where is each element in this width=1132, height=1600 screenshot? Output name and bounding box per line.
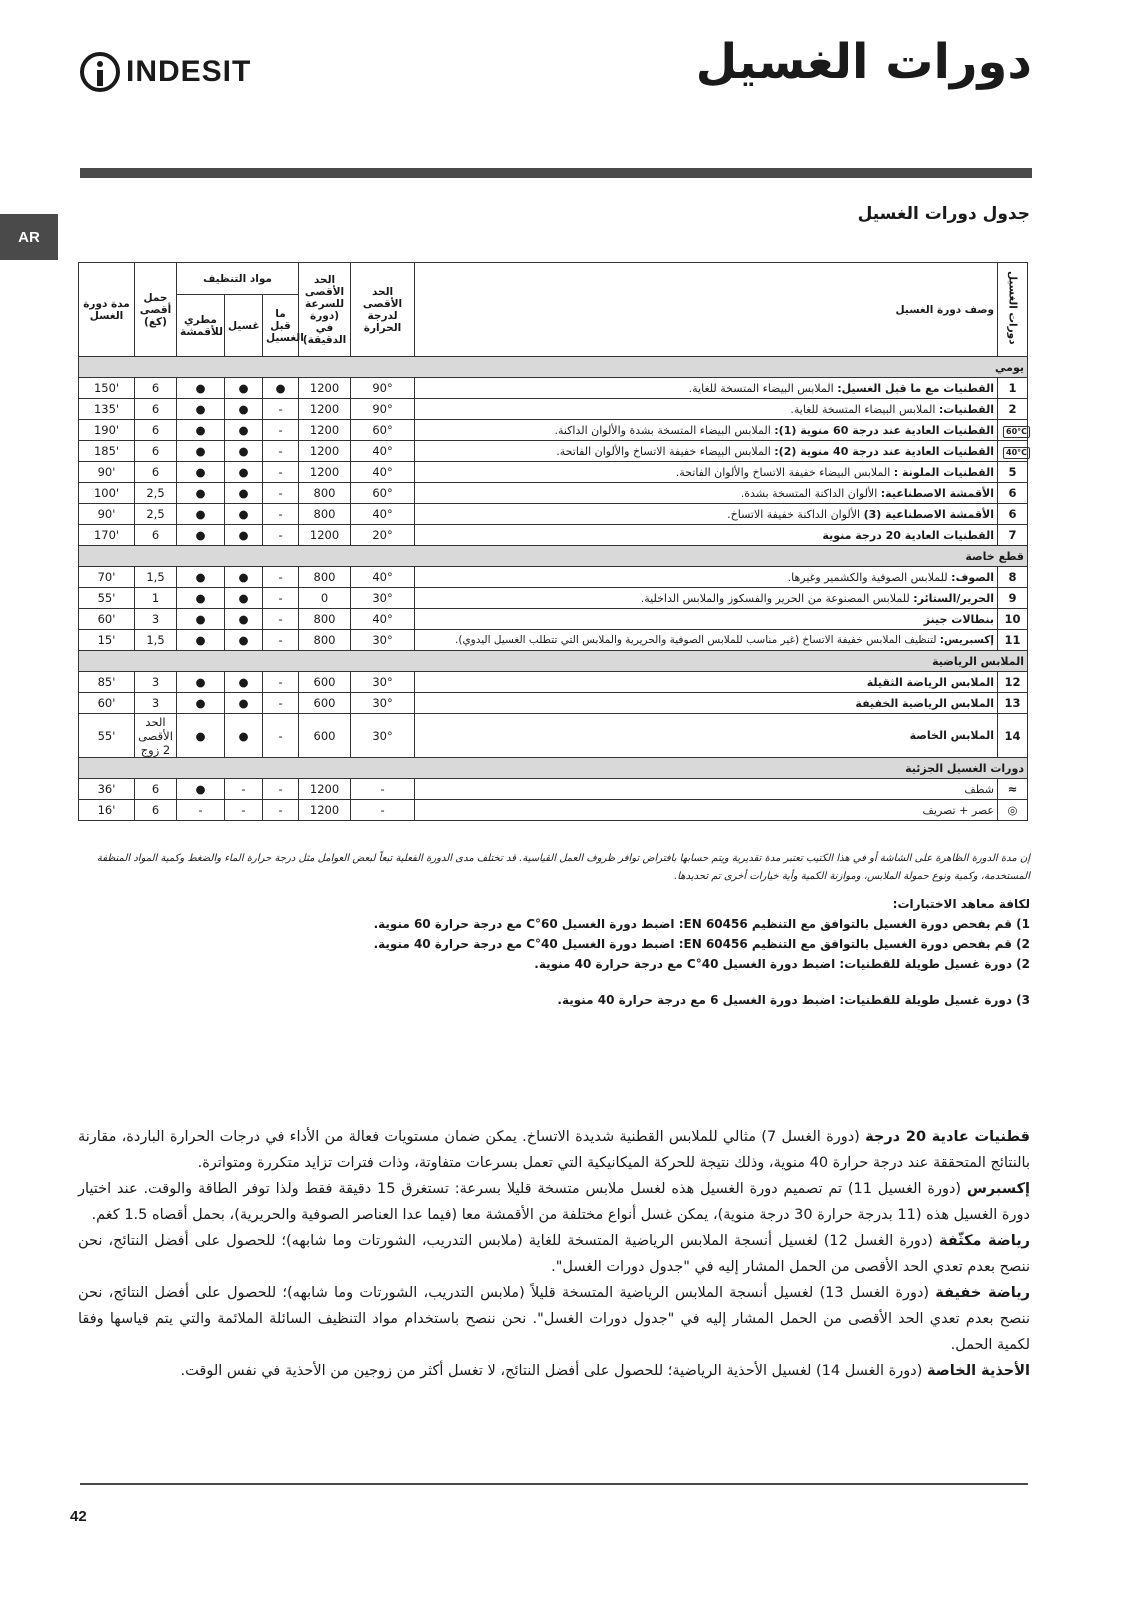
cell-max-speed: 1200 <box>299 378 351 399</box>
table-row <box>79 525 1028 546</box>
cell-wash: ● <box>225 672 263 693</box>
cell-max-speed: 800 <box>299 504 351 525</box>
cell-max-speed: 1200 <box>299 399 351 420</box>
header-description: وصف دورة الغسيل <box>415 263 998 357</box>
cell-softener: ● <box>177 504 225 525</box>
cell-softener: ● <box>177 462 225 483</box>
cell-cycle-number: 9 <box>998 588 1028 609</box>
cell-max-load: 6 <box>135 800 177 821</box>
brand-logo-icon <box>80 52 120 92</box>
cell-prewash: - <box>263 630 299 651</box>
cell-softener: ● <box>177 693 225 714</box>
cell-softener: ● <box>177 378 225 399</box>
cell-max-temp: 30° <box>351 630 415 651</box>
cell-softener: ● <box>177 714 225 758</box>
description-bold: القطنيات الملونة : <box>893 465 994 479</box>
cell-duration: 15' <box>79 630 135 651</box>
cell-softener: ● <box>177 630 225 651</box>
paragraph-text: (دورة الغسل 12) لغسيل أنسجة الملابس الرياضية المتسخة للغاية (ملابس التدريب، الشورتات وما شابهه)؛ للحصول على أفضل النتائج، نحن ننصح بعدم تعدي الحد الأقصى من الحمل المشار إليه في "جدول دورات الغسل". <box>78 1233 1030 1275</box>
cell-max-temp: 40° <box>351 609 415 630</box>
note-3: 2) دورة غسيل طويلة للقطنيات: اضبط دورة الغسيل 40°C مع درجة حرارة 40 منوية. <box>534 957 1030 971</box>
cell-max-load: 6 <box>135 399 177 420</box>
cell-cycle-number: 11 <box>998 630 1028 651</box>
wash-cycles-table <box>78 262 1028 821</box>
cell-description <box>415 693 998 714</box>
cell-description <box>415 420 998 441</box>
cell-max-load: 6 <box>135 779 177 800</box>
cell-max-load: 3 <box>135 672 177 693</box>
description-text: الملابس البيضاء المتسخة للغاية. <box>790 402 939 416</box>
table-row <box>79 420 1028 441</box>
cell-max-load: 1,5 <box>135 567 177 588</box>
description-bold: القطنيات العادية 20 درجة منوية <box>822 528 994 542</box>
table-row <box>79 779 1028 800</box>
cell-wash: ● <box>225 483 263 504</box>
cell-max-temp: 90° <box>351 378 415 399</box>
cell-max-speed: 800 <box>299 609 351 630</box>
cell-description <box>415 483 998 504</box>
header-duration: مدة دورة الغسل <box>79 263 135 357</box>
cell-wash: ● <box>225 462 263 483</box>
cell-prewash: - <box>263 588 299 609</box>
paragraph-heading: قطنيات عادية 20 درجة <box>865 1129 1030 1145</box>
cell-duration: 190' <box>79 420 135 441</box>
cell-description <box>415 672 998 693</box>
cell-description <box>415 525 998 546</box>
cell-max-temp: 30° <box>351 588 415 609</box>
paragraph-sport-light <box>78 1280 1030 1358</box>
cell-softener: ● <box>177 420 225 441</box>
cell-wash: ● <box>225 504 263 525</box>
cell-wash: ● <box>225 588 263 609</box>
cell-softener: ● <box>177 567 225 588</box>
description-text: للملابس الصوفية والكشمير وغيرها. <box>787 570 952 584</box>
cell-wash: ● <box>225 567 263 588</box>
section-label: يومي <box>79 357 1028 378</box>
cell-softener: - <box>177 800 225 821</box>
header-divider <box>80 168 1032 178</box>
cell-softener: ● <box>177 609 225 630</box>
cell-max-load: 6 <box>135 462 177 483</box>
cell-max-temp: - <box>351 800 415 821</box>
brand-name: INDESIT <box>126 55 252 88</box>
cell-softener: ● <box>177 525 225 546</box>
cell-softener: ● <box>177 779 225 800</box>
cell-cycle-number: ≈ <box>998 779 1028 800</box>
cell-description <box>415 462 998 483</box>
cell-prewash: - <box>263 567 299 588</box>
cell-wash: ● <box>225 525 263 546</box>
paragraph-shoes <box>78 1358 1030 1384</box>
cell-max-load: 6 <box>135 525 177 546</box>
cell-description <box>415 714 998 758</box>
cell-duration: 70' <box>79 567 135 588</box>
cell-description <box>415 504 998 525</box>
paragraph-cotton-20 <box>78 1124 1030 1176</box>
table-row <box>79 714 1028 758</box>
description-bold: القطنيات مع ما قبل الغسيل: <box>837 381 994 395</box>
brand-logo <box>80 48 251 96</box>
cell-duration: 90' <box>79 462 135 483</box>
language-tab: AR <box>0 214 58 260</box>
cell-duration: 135' <box>79 399 135 420</box>
cell-prewash: - <box>263 609 299 630</box>
section-row <box>79 758 1028 779</box>
cell-description <box>415 567 998 588</box>
cell-max-speed: 1200 <box>299 462 351 483</box>
cell-duration: 150' <box>79 378 135 399</box>
cell-max-speed: 1200 <box>299 420 351 441</box>
table-row <box>79 483 1028 504</box>
paragraph-heading: رياضة مكثّفة <box>938 1233 1030 1249</box>
cell-max-speed: 600 <box>299 693 351 714</box>
cell-prewash: ● <box>263 378 299 399</box>
cell-duration: 90' <box>79 504 135 525</box>
cell-duration: 60' <box>79 609 135 630</box>
cell-softener: ● <box>177 483 225 504</box>
description-bold: الأقمشة الاصطناعية (3) <box>863 507 994 521</box>
cell-max-temp: 40° <box>351 462 415 483</box>
cell-max-load: 1 <box>135 588 177 609</box>
section-row <box>79 651 1028 672</box>
cell-duration: 16' <box>79 800 135 821</box>
cell-cycle-number <box>998 420 1028 441</box>
description-bold: القطنيات العادية عند درجة 60 منوية (1): <box>774 423 994 437</box>
cell-duration: 185' <box>79 441 135 462</box>
description-bold: الأقمشة الاصطناعية: <box>880 486 994 500</box>
description-bold: القطنيات: <box>938 402 994 416</box>
cell-duration: 60' <box>79 693 135 714</box>
table-row <box>79 567 1028 588</box>
cell-description <box>415 378 998 399</box>
cell-cycle-number: 1 <box>998 378 1028 399</box>
description-text: الألوان الداكنة المتسخة بشدة. <box>740 486 881 500</box>
table-row <box>79 672 1028 693</box>
section-label: قطع خاصة <box>79 546 1028 567</box>
cell-duration: 36' <box>79 779 135 800</box>
cycle-descriptions <box>78 1124 1030 1384</box>
table-row <box>79 441 1028 462</box>
note-2: 2) قم بفحص دورة الغسيل بالتوافق مع التنظيم EN 60456: اضبط دورة الغسيل 40°C مع درجة حرارة 40 منوية. <box>373 937 1030 951</box>
cell-wash: ● <box>225 714 263 758</box>
table-row <box>79 504 1028 525</box>
cell-max-speed: 1200 <box>299 441 351 462</box>
paragraph-heading: إكسبرس <box>966 1181 1031 1197</box>
cell-prewash: - <box>263 462 299 483</box>
footer-divider <box>80 1483 1028 1485</box>
description-text: الملابس البيضاء المتسخة للغاية. <box>688 381 838 395</box>
table-row <box>79 693 1028 714</box>
cell-cycle-number <box>998 441 1028 462</box>
cell-cycle-number: 2 <box>998 399 1028 420</box>
cell-prewash: - <box>263 779 299 800</box>
cell-duration: 170' <box>79 525 135 546</box>
description-bold: إكسبريس: <box>939 634 994 646</box>
cell-wash: ● <box>225 693 263 714</box>
cell-cycle-number: ◎ <box>998 800 1028 821</box>
cell-softener: ● <box>177 672 225 693</box>
cell-wash: ● <box>225 378 263 399</box>
cell-max-load: 1,5 <box>135 630 177 651</box>
cell-max-load: 6 <box>135 420 177 441</box>
cell-max-temp: 30° <box>351 693 415 714</box>
cell-max-speed: 600 <box>299 714 351 758</box>
cell-duration: 85' <box>79 672 135 693</box>
table-row <box>79 399 1028 420</box>
description-bold: القطنيات العادية عند درجة 40 منوية (2): <box>774 444 994 458</box>
section-row <box>79 546 1028 567</box>
description-bold: الملابس الرياضية الخفيفة <box>855 696 994 710</box>
paragraph-express <box>78 1176 1030 1228</box>
paragraph-text: (دورة الغسل 13) لغسيل أنسجة الملابس الرياضية المتسخة قليلاً (ملابس التدريب، الشورتات وما شابهه)؛ للحصول على أفضل النتائج، نحن ننصح بعدم تعدي الحد الأقصى من الحمل المشار إليه في "جدول دورات الغسل". نحن ننصح باستخدام مواد التنظيف السائلة الملائمة والتي يتم قياسها وفقا لكمية الحمل. <box>78 1285 1030 1353</box>
cell-prewash: - <box>263 525 299 546</box>
header-max-temp: الحد الأقصى لدرجة الحرارة <box>351 263 415 357</box>
header-detergents: مواد التنظيف <box>177 263 299 295</box>
cell-cycle-number: 7 <box>998 525 1028 546</box>
cell-max-load: 3 <box>135 693 177 714</box>
cell-max-speed: 1200 <box>299 779 351 800</box>
cell-description <box>415 441 998 462</box>
description-bold: الحرير/الستائر: <box>913 591 994 605</box>
paragraph-text: (دورة الغسل 7) مثالي للملابس القطنية شديدة الاتساخ. يمكن ضمان مستويات فعالة من الأداء في درجات الحرارة الباردة، مقارنة بالنتائج المتحققة عند درجة حرارة 40 منوية، وذلك نتيجة للحركة الميكانيكية التي تعمل بسرعات متفاوتة، وذات فترات تزايد متكررة ومتواترة. <box>78 1129 1030 1171</box>
cell-max-temp: 30° <box>351 672 415 693</box>
description-text: عصر + تصريف <box>922 803 994 817</box>
notes-title: لكافة معاهد الاختبارات: <box>892 897 1030 911</box>
cell-max-speed: 0 <box>299 588 351 609</box>
cell-prewash: - <box>263 800 299 821</box>
cell-duration: 100' <box>79 483 135 504</box>
cell-description <box>415 800 998 821</box>
cell-wash: ● <box>225 630 263 651</box>
description-bold: بنطالات جينز <box>923 612 994 626</box>
header-cycles-label: دورات الغسيل <box>1006 271 1019 345</box>
cell-max-temp: 40° <box>351 504 415 525</box>
section-label: دورات الغسيل الجزئية <box>79 758 1028 779</box>
cell-duration: 55' <box>79 588 135 609</box>
cell-description <box>415 399 998 420</box>
section-label: الملابس الرياضية <box>79 651 1028 672</box>
cell-prewash: - <box>263 714 299 758</box>
cell-cycle-number: 6 <box>998 483 1028 504</box>
table-row <box>79 630 1028 651</box>
cell-cycle-number: 13 <box>998 693 1028 714</box>
cell-softener: ● <box>177 399 225 420</box>
cell-max-speed: 800 <box>299 630 351 651</box>
cell-max-load: 2,5 <box>135 504 177 525</box>
header-prewash: ما قبل الغسيل <box>263 295 299 357</box>
cell-wash: - <box>225 800 263 821</box>
cell-cycle-number: 10 <box>998 609 1028 630</box>
cell-max-temp: 90° <box>351 399 415 420</box>
cell-max-speed: 800 <box>299 483 351 504</box>
cell-max-speed: 600 <box>299 672 351 693</box>
cell-wash: ● <box>225 420 263 441</box>
cell-softener: ● <box>177 588 225 609</box>
cell-cycle-number: 5 <box>998 462 1028 483</box>
table-row <box>79 378 1028 399</box>
cell-cycle-number: 6 <box>998 504 1028 525</box>
cell-prewash: - <box>263 693 299 714</box>
description-text: الملابس البيضاء خفيفة الاتساخ والألوان الفاتحة. <box>675 465 894 479</box>
cell-duration: 55' <box>79 714 135 758</box>
cell-cycle-number: 14 <box>998 714 1028 758</box>
cell-max-load: 2,5 <box>135 483 177 504</box>
cell-wash: ● <box>225 441 263 462</box>
cell-cycle-number: 12 <box>998 672 1028 693</box>
cell-max-temp: - <box>351 779 415 800</box>
description-text: الألوان الداكنة خفيفة الاتساخ. <box>727 507 864 521</box>
cell-cycle-number: 8 <box>998 567 1028 588</box>
cell-max-load: 6 <box>135 378 177 399</box>
table-row <box>79 609 1028 630</box>
cell-max-temp: 20° <box>351 525 415 546</box>
cell-max-speed: 800 <box>299 567 351 588</box>
description-bold: الملابس الخاصة <box>909 729 994 742</box>
paragraph-text: (دورة الغسل 14) لغسيل الأحذية الرياضية؛ للحصول على أفضل النتائج، لا تغسل أكثر من زوجين من الأحذية في نفس الوقت. <box>180 1363 927 1379</box>
description-text: لتنظيف الملابس خفيفة الاتساخ (غير مناسب للملابس الصوفية والحريرية والملابس التي تتطلب الغسيل اليدوي). <box>455 634 940 646</box>
temperature-badge-icon: 40°C <box>1003 447 1030 459</box>
description-text: للملابس المصنوعة من الحرير والفسكوز والملابس الداخلية. <box>640 591 914 605</box>
header-wash: غسيل <box>225 295 263 357</box>
cell-max-load: 6 <box>135 441 177 462</box>
description-bold: الملابس الرياضة الثقيلة <box>866 675 994 689</box>
note-1: 1) قم بفحص دورة الغسيل بالتوافق مع التنظيم EN 60456: اضبط دورة الغسيل 60°C مع درجة حرارة 60 منوية. <box>373 917 1030 931</box>
temperature-badge-icon: 60°C <box>1003 426 1030 438</box>
cell-description <box>415 630 998 651</box>
cell-description <box>415 779 998 800</box>
cell-description <box>415 588 998 609</box>
table-heading: جدول دورات الغسيل <box>857 204 1030 224</box>
cell-softener: ● <box>177 441 225 462</box>
table-row <box>79 462 1028 483</box>
cell-max-load: 3 <box>135 609 177 630</box>
header-max-load: حمل أقصى (كغ) <box>135 263 177 357</box>
cell-wash: ● <box>225 609 263 630</box>
cell-max-temp: 40° <box>351 567 415 588</box>
page-title: دورات الغسيل <box>695 34 1032 90</box>
description-text: الملابس البيضاء خفيفة الاتساخ والألوان الفاتحة. <box>556 444 775 458</box>
description-text: شطف <box>964 782 994 796</box>
duration-footnote: إن مدة الدورة الظاهرة على الشاشة أو في هذا الكتيب تعتبر مدة تقديرية ويتم حسابها بافتراض توافر ظروف العمل القياسية. قد تختلف مدى الدورة الفعلية تبعاً لبعض العوامل مثل درجة حرارة الماء والضغط وكمية المواد المنظفة المستخدمة، وكمية ونوع حمولة الملابس، وموازنة الكمية وأية خيارات أخرى تم تحديدها. <box>96 853 1030 882</box>
paragraph-text: (دورة الغسيل 11) تم تصميم دورة الغسيل هذه لغسل ملابس متسخة قليلا بسرعة: تستغرق 15 دقيقة فقط ولذا توفر الطاقة والوقت. عند اختيار دورة الغسيل هذه (11 بدرجة حرارة 30 درجة منوية)، يمكن غسل أنواع مختلفة من الأقمشة معا (فيما عدا العناصر الصوفية والحريرية)، بحمل أقصاه 1.5 كغم. <box>78 1181 1030 1223</box>
cell-prewash: - <box>263 420 299 441</box>
cell-max-speed: 1200 <box>299 525 351 546</box>
section-row <box>79 357 1028 378</box>
test-notes <box>78 894 1030 1010</box>
description-text: الملابس البيضاء المتسخة بشدة والألوان الداكنة. <box>554 423 775 437</box>
cell-prewash: - <box>263 399 299 420</box>
header-cycles <box>998 263 1028 357</box>
note-4: 3) دورة غسيل طويلة للقطنيات: اضبط دورة الغسيل 6 مع درجة حرارة 40 منوية. <box>557 993 1030 1007</box>
cell-max-temp: 60° <box>351 483 415 504</box>
cycles-body <box>79 357 1028 821</box>
cell-max-load: الحد الأقصى 2 زوج <box>135 714 177 758</box>
page-number: 42 <box>70 1508 87 1525</box>
cell-max-temp: 60° <box>351 420 415 441</box>
paragraph-heading: الأحذية الخاصة <box>927 1363 1030 1379</box>
cell-max-temp: 40° <box>351 441 415 462</box>
paragraph-sport-intensive <box>78 1228 1030 1280</box>
cell-max-speed: 1200 <box>299 800 351 821</box>
header-max-speed: الحد الأقصى للسرعة (دورة في الدقيقة) <box>299 263 351 357</box>
cell-prewash: - <box>263 504 299 525</box>
cell-description <box>415 609 998 630</box>
cell-wash: - <box>225 779 263 800</box>
cell-prewash: - <box>263 441 299 462</box>
cell-max-temp: 30° <box>351 714 415 758</box>
cell-prewash: - <box>263 672 299 693</box>
cell-prewash: - <box>263 483 299 504</box>
paragraph-heading: رياضة خفيفة <box>935 1285 1031 1301</box>
header-softener: مطري للأقمشة <box>177 295 225 357</box>
cell-wash: ● <box>225 399 263 420</box>
table-row <box>79 800 1028 821</box>
table-row <box>79 588 1028 609</box>
description-bold: الصوف: <box>951 570 994 584</box>
